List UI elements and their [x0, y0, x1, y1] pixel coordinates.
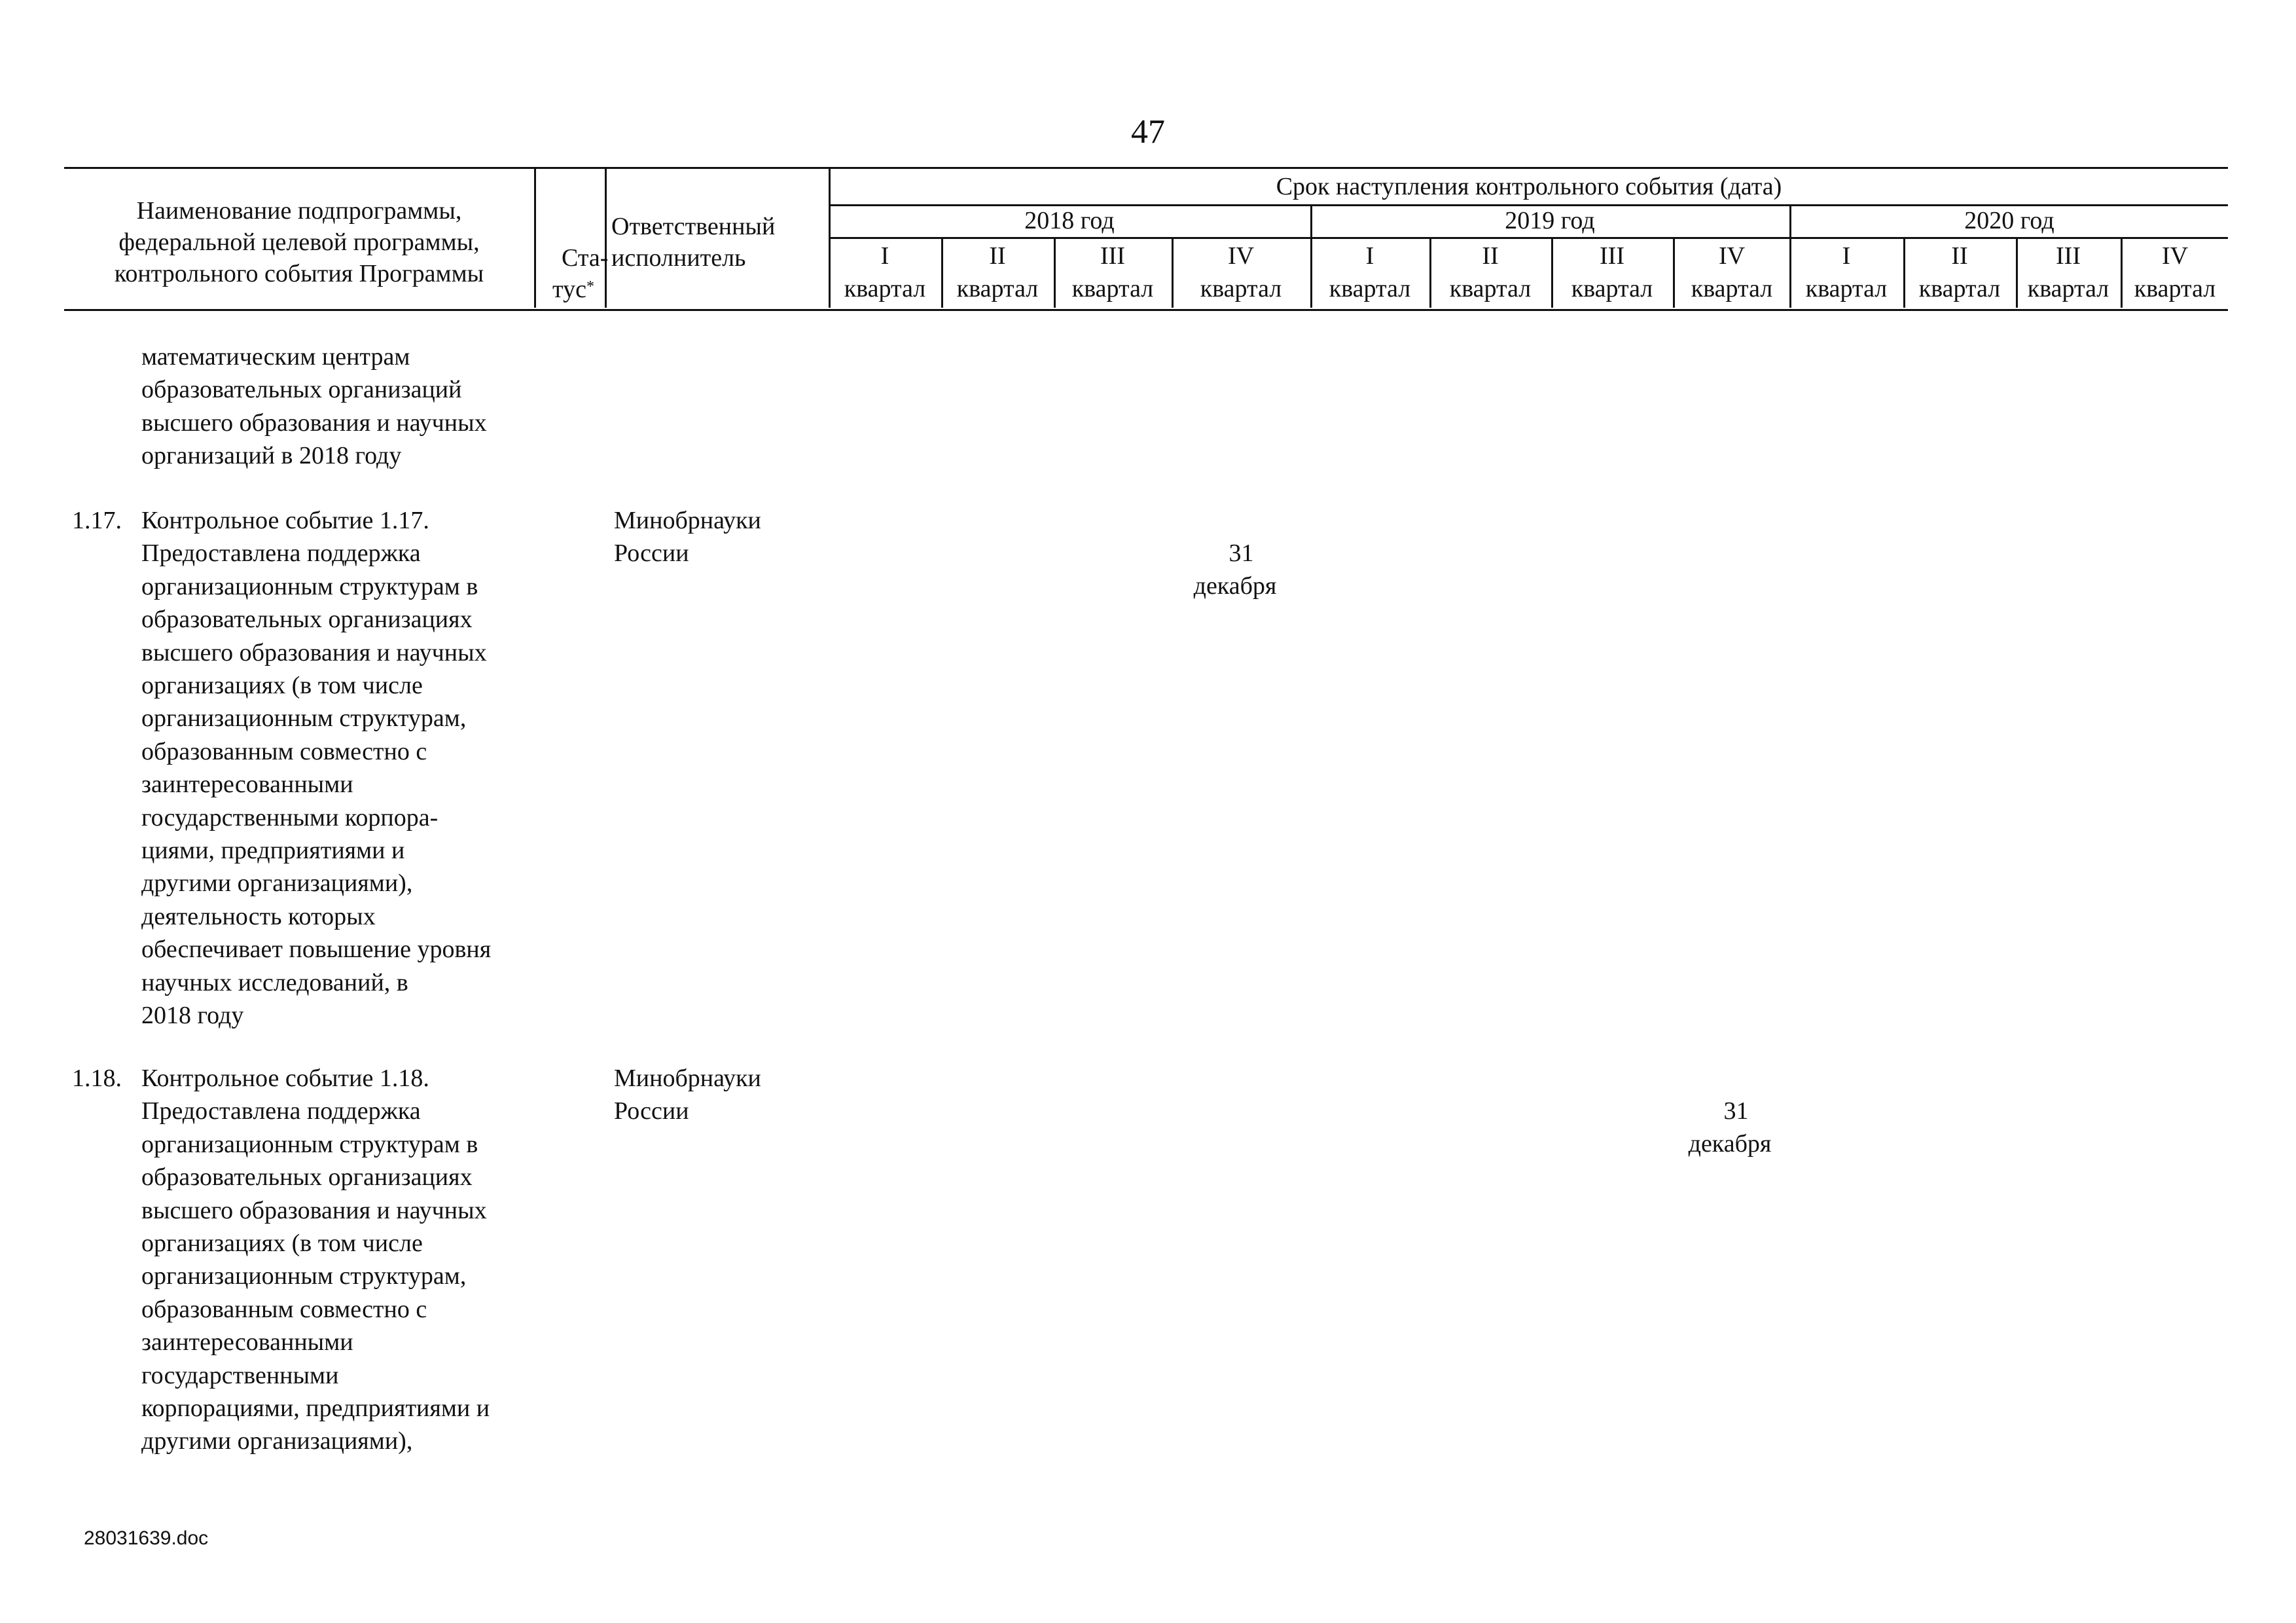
row-1-17-date: 31 декабря — [1193, 539, 1277, 600]
header-quarter-2019-3: III квартал — [1571, 242, 1653, 302]
header-status-column — [537, 211, 609, 337]
header-status-label: Ста- тус — [552, 244, 609, 303]
header-quarter-2018-2: II квартал — [956, 242, 1039, 302]
header-quarter-2019-4: IV квартал — [1691, 242, 1773, 302]
header-year-2018: 2018 год — [1024, 207, 1115, 234]
header-quarter-2020-1: I квартал — [1805, 242, 1888, 302]
header-quarter-2020-2: II квартал — [1918, 242, 2001, 302]
row-1-17-number: 1.17. — [72, 507, 122, 534]
row-continuation-text: математическим центрам образовательных организаций высшего образования и научных организаций в 2018 году — [141, 343, 487, 470]
table-header — [64, 167, 2228, 311]
row-1-18-executor: Минобрнауки России — [614, 1065, 761, 1125]
row-1-18-text: Контрольное событие 1.18. Предоставлена поддержка организационным структурам в образовательных организациях высшего образования и научных организациях (в том числе организационным структурам, образованным совместно с заинтересованными государственными корпорациями, предприятиями и другими организациями), — [141, 1065, 490, 1455]
header-quarter-2018-4: IV квартал — [1200, 242, 1282, 302]
header-status-footnote-mark: * — [586, 278, 594, 295]
page-number: 47 — [1131, 113, 1165, 151]
footer-filename: 28031639.doc — [84, 1527, 209, 1549]
header-deadline-title: Срок наступления контрольного события (дата) — [1276, 173, 1782, 200]
header-quarter-2019-2: II квартал — [1449, 242, 1532, 302]
header-quarter-2020-4: IV квартал — [2134, 242, 2216, 302]
header-quarter-2019-1: I квартал — [1329, 242, 1411, 302]
row-1-18-number: 1.18. — [72, 1065, 122, 1092]
header-name-column: Наименование подпрограммы, федеральной целевой программы, контрольного события Программы — [114, 197, 484, 287]
row-1-18-date: 31 декабря — [1688, 1097, 1772, 1158]
header-executor-column: Ответственный исполнитель — [611, 213, 776, 272]
header-year-2019: 2019 год — [1505, 207, 1595, 234]
header-quarter-2018-3: III квартал — [1071, 242, 1154, 302]
header-quarter-2018-1: I квартал — [844, 242, 926, 302]
header-quarter-2020-3: III квартал — [2027, 242, 2109, 302]
header-year-2020: 2020 год — [1964, 207, 2054, 234]
row-1-17-executor: Минобрнауки России — [614, 507, 761, 568]
row-1-17-text: Контрольное событие 1.17. Предоставлена поддержка организационным структурам в образовательных организациях высшего образования и научных организациях (в том числе организационным структурам, образованным совместно с заинтересованными государственными корпора- циями, предприятиями и другими организациями), деятельность которых обеспечивает повышение уровня научных исследований, в 2018 году — [141, 507, 492, 1030]
